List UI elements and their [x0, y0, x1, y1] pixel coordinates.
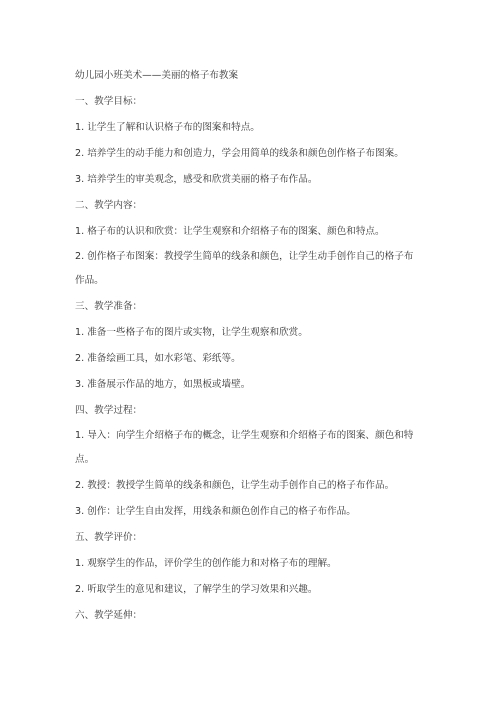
list-item: 2. 准备绘画工具，如水彩笔、彩纸等。	[75, 353, 241, 364]
list-item: 2. 听取学生的意见和建议，了解学生的学习效果和兴趣。	[75, 584, 318, 595]
section-heading-extension: 六、教学延伸：	[75, 610, 143, 621]
list-item: 3. 培养学生的审美观念，感受和欣赏美丽的格子布作品。	[75, 174, 318, 185]
list-item: 3. 准备展示作品的地方，如黑板或墙壁。	[75, 379, 251, 390]
section-heading-evaluation: 五、教学评价：	[75, 532, 143, 543]
list-item: 1. 准备一些格子布的图片或实物，让学生观察和欣赏。	[75, 327, 308, 338]
list-item: 1. 让学生了解和认识格子布的图案和特点。	[75, 122, 260, 133]
doc-title: 幼儿园小班美术——美丽的格子布教案	[75, 70, 239, 81]
list-item: 2. 教授：教授学生简单的线条和颜色，让学生动手创作自己的格子布作品。	[75, 480, 395, 491]
list-item: 3. 创作：让学生自由发挥，用线条和颜色创作自己的格子布作品。	[75, 506, 356, 517]
section-heading-process: 四、教学过程：	[75, 405, 143, 416]
list-item: 2. 创作格子布图案：教授学生简单的线条和颜色，让学生动手创作自己的格子布作品。	[75, 251, 414, 286]
list-item: 2. 培养学生的动手能力和创造力，学会用简单的线条和颜色创作格子布图案。	[75, 148, 404, 159]
list-item: 1. 格子布的认识和欣赏：让学生观察和介绍格子布的图案、颜色和特点。	[75, 226, 385, 237]
section-heading-preparation: 三、教学准备：	[75, 301, 143, 312]
section-heading-goals: 一、教学目标：	[75, 96, 143, 107]
section-heading-content: 二、教学内容：	[75, 200, 143, 211]
list-item: 1. 观察学生的作品，评价学生的创作能力和对格子布的理解。	[75, 558, 337, 569]
list-item: 1. 导入：向学生介绍格子布的概念，让学生观察和介绍格子布的图案、颜色和特点。	[75, 430, 414, 465]
